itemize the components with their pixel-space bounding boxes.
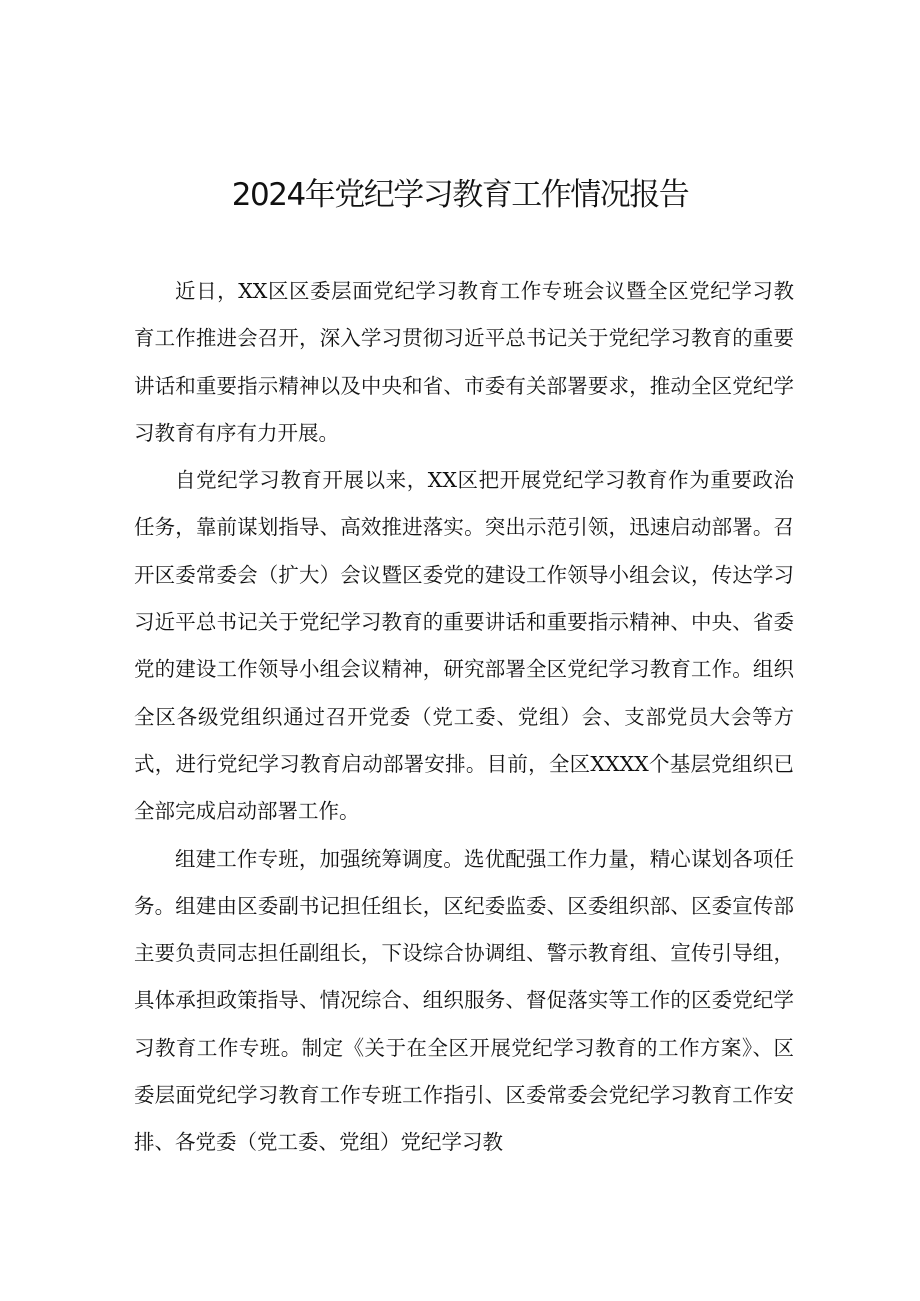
document-body — [134, 268, 794, 1167]
paragraph-3: 组建工作专班，加强统筹调度。选优配强工作力量，精心谋划各项任务。组建由区委副书记担任组长，区纪委监委、区委组织部、区委宣传部主要负责同志担任副组长，下设综合协调组、警示教育组、宣传引导组，具体承担政策指导、情况综合、组织服务、督促落实等工作的区委党纪学习教育工作专班。制定《关于在全区开展党纪学习教育的工作方案》、区委层面党纪学习教育工作专班工作指引、区委常委会党纪学习教育工作安排、各党委（党工委、党组）党纪学习教 — [134, 846, 794, 1155]
paragraph-1: 近日，XX区区委层面党纪学习教育工作专班会议暨全区党纪学习教育工作推进会召开，深入学习贯彻习近平总书记关于党纪学习教育的重要讲话和重要指示精神以及中央和省、市委有关部署要求，推动全区党纪学习教育有序有力开展。 — [134, 279, 794, 445]
paragraph-2: 自党纪学习教育开展以来，XX区把开展党纪学习教育作为重要政治任务，靠前谋划指导、高效推进落实。突出示范引领，迅速启动部署。召开区委常委会（扩大）会议暨区委党的建设工作领导小组会议，传达学习习近平总书记关于党纪学习教育的重要讲话和重要指示精神、中央、省委党的建设工作领导小组会议精神，研究部署全区党纪学习教育工作。组织全区各级党组织通过召开党委（党工委、党组）会、支部党员大会等方式，进行党纪学习教育启动部署安排。目前，全区XXXX个基层党组织已全部完成启动部署工作。 — [134, 468, 794, 824]
document-title: 2024年党纪学习教育工作情况报告 — [231, 177, 689, 213]
